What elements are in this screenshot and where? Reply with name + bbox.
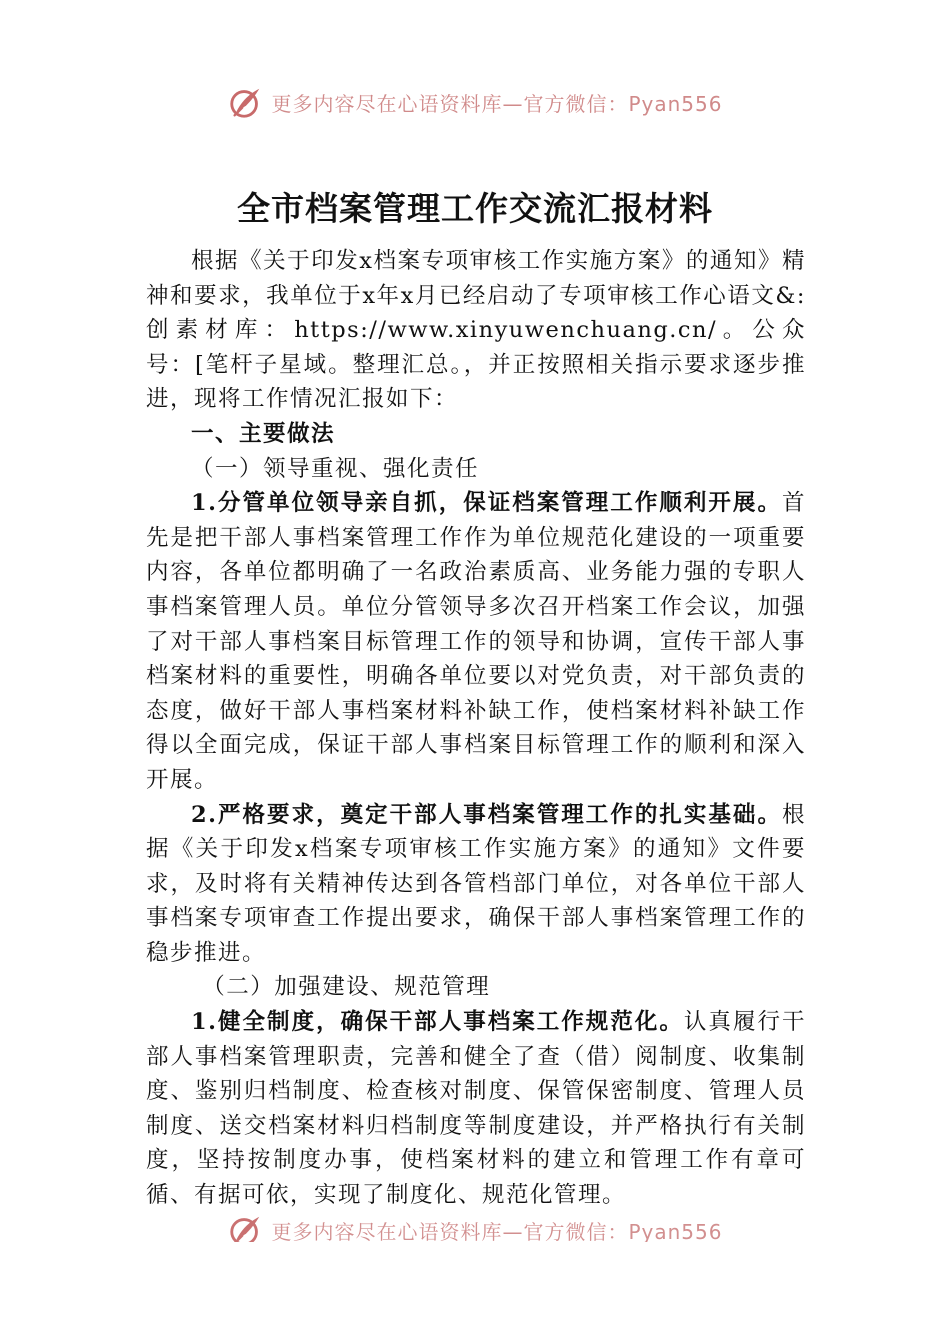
item-2-paragraph (146, 798, 806, 971)
quill-logo-icon (227, 1211, 265, 1242)
item-3-paragraph (146, 1005, 806, 1213)
item-2-lead: 2.严格要求，奠定干部人事档案管理工作的扎实基础。 (191, 801, 782, 828)
watermark-footer (0, 1206, 950, 1242)
item-2-body: 根据《关于印发x档案专项审核工作实施方案》的通知》文件要求，及时将有关精神传达到各管档部门单位，对各单位干部人事档案专项审查工作提出要求，确保干部人事档案管理工作的稳步推进。 (146, 801, 806, 966)
watermark-text: 更多内容尽在心语资料库—官方微信：Pyan556 (271, 91, 723, 116)
item-1-lead: 1.分管单位领导亲自抓，保证档案管理工作顺利开展。 (191, 490, 782, 517)
item-1-body: 首先是把干部人事档案管理工作作为单位规范化建设的一项重要内容，各单位都明确了一名政治素质高、业务能力强的专职人事档案管理人员。单位分管领导多次召开档案工作会议，加强了对干部人事档案目标管理工作的领导和协调，宣传干部人事档案材料的重要性，明确各单位要以对党负责，对干部负责的态度，做好干部人事档案材料补缺工作，使档案材料补缺工作得以全面完成，保证干部人事档案目标管理工作的顺利和深入开展。 (146, 490, 806, 793)
quill-logo-icon (227, 83, 265, 121)
item-1-paragraph (146, 486, 806, 797)
document-title: 全市档案管理工作交流汇报材料 (237, 189, 713, 228)
item-3-body: 认真履行干部人事档案管理职责，完善和健全了查（借）阅制度、收集制度、鉴别归档制度、检查核对制度、保管保密制度、管理人员制度、送交档案材料归档制度等制度建设，并严格执行有关制度，坚持按制度办事，使档案材料的建立和管理工作有章可循、有据可依，实现了制度化、规范化管理。 (146, 1009, 806, 1209)
watermark-header (0, 82, 950, 122)
subsection-heading-2: （二）加强建设、规范管理 (202, 974, 491, 1001)
intro-paragraph: 根据《关于印发x档案专项审核工作实施方案》的通知》精神和要求，我单位于x年x月已经启动了专项审核工作心语文&:创素材库：https://www.xinyuwenchuang.cn/。公众号：[笔杆子星域。整理汇总。，并正按照相关指示要求逐步推进，现将工作情况汇报如下： (146, 248, 806, 413)
item-3-lead: 1.健全制度，确保干部人事档案工作规范化。 (191, 1009, 684, 1036)
document-body (146, 244, 806, 1213)
subsection-heading-1: （一）领导重视、强化责任 (191, 455, 480, 482)
watermark-text: 更多内容尽在心语资料库—官方微信：Pyan556 (271, 1219, 723, 1242)
section-heading-1: 一、主要做法 (191, 420, 336, 447)
